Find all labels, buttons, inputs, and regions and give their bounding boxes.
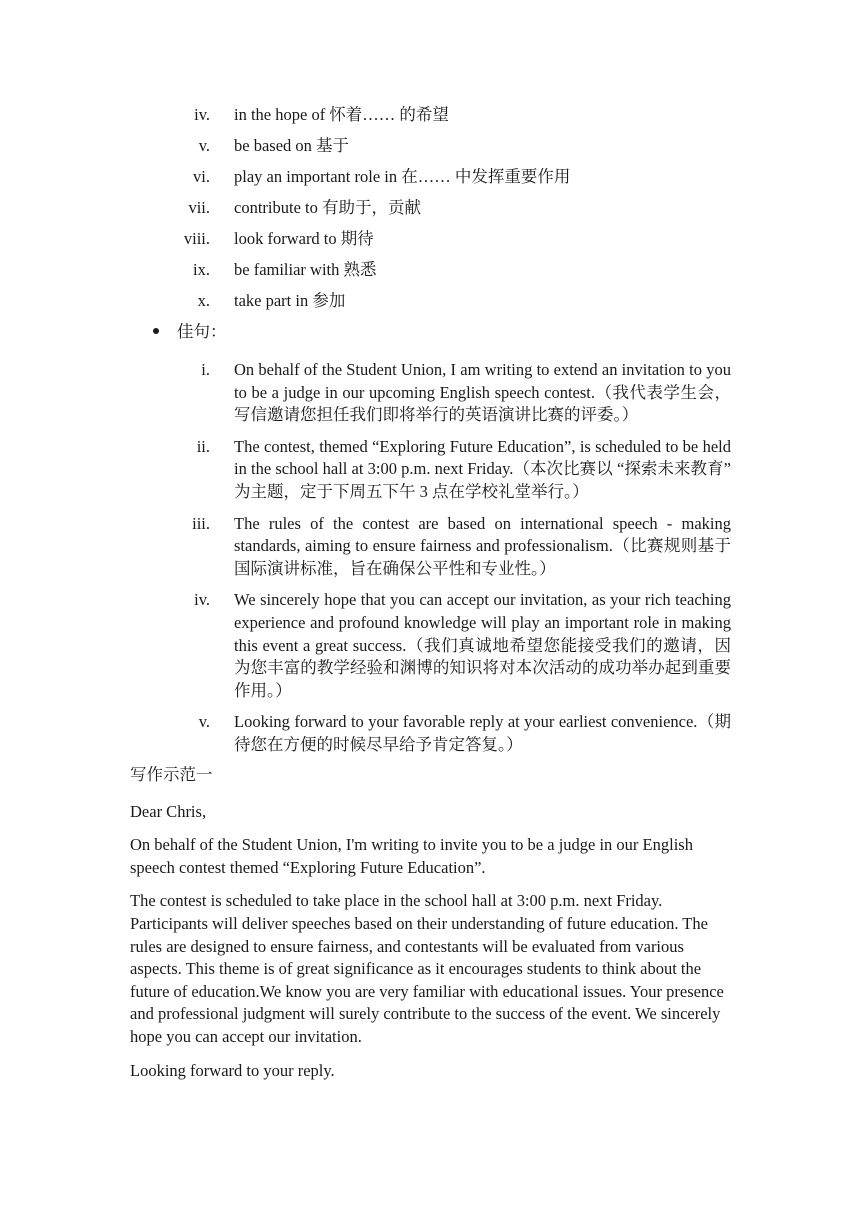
list-text: contribute to 有助于，贡献: [234, 198, 421, 217]
list-number: iii.: [192, 513, 210, 533]
list-number: v.: [198, 712, 210, 732]
list-number: iv.: [194, 590, 210, 610]
essay-paragraph: On behalf of the Student Union, I'm writing to invite you to be a judge in our English speech contest themed “Exploring Future Education”.: [130, 835, 693, 877]
sample-essay: [130, 764, 730, 1093]
list-item: [0, 513, 860, 581]
list-text: be familiar with 熟悉: [234, 260, 377, 279]
sentence-list: [0, 359, 860, 766]
list-text: look forward to 期待: [234, 229, 374, 248]
bullet-heading: [153, 321, 227, 343]
list-text: be based on 基于: [234, 136, 350, 155]
list-text: On behalf of the Student Union, I am writing to extend an invitation to you to be a judge in our upcoming English speech contest.（我代表学生会，写信邀请您担任我们即将举行的英语演讲比赛的评委。）: [234, 360, 731, 425]
list-text: The contest, themed “Exploring Future Education”, is scheduled to be held in the school hall at 3:00 p.m. next Friday.（本次比赛以 “探索未来教育” 为主题，定于下周五下午 3 点在学校礼堂举行。）: [234, 436, 731, 501]
list-number: i.: [201, 360, 210, 379]
list-item: [0, 436, 860, 504]
bullet-icon: [153, 328, 159, 334]
list-text: We sincerely hope that you can accept our invitation, as your rich teaching experience and profound knowledge will play an important role in making this event a great success.（我们真诚地希望您能接受我们的邀请，因为您丰富的教学经验和渊博的知识将对本次活动的成功举办起到重要作用。）: [234, 590, 731, 700]
list-item: [0, 359, 860, 427]
list-number: vii.: [188, 198, 210, 217]
list-item: [0, 166, 860, 197]
list-text: The rules of the contest are based on international speech - making standards, aiming to ensure fairness and professionalism.（比赛规则基于国际演讲标准，旨在确保公平性和专业性。）: [234, 513, 731, 578]
list-text: take part in 参加: [234, 291, 346, 310]
list-number: iv.: [194, 105, 210, 124]
list-item: [0, 197, 860, 228]
list-item: [0, 290, 860, 321]
list-item: [0, 228, 860, 259]
section-heading: 写作示范一: [130, 765, 213, 784]
list-number: vi.: [193, 167, 210, 186]
list-item: [0, 259, 860, 290]
list-item: [0, 104, 860, 135]
list-item: [0, 711, 860, 756]
list-number: v.: [198, 136, 210, 155]
list-item: [0, 589, 860, 702]
list-item: [0, 135, 860, 166]
list-text: play an important role in 在…… 中发挥重要作用: [234, 167, 571, 186]
list-text: in the hope of 怀着…… 的希望: [234, 105, 449, 124]
phrase-list: [0, 104, 860, 321]
list-number: ii.: [196, 436, 210, 456]
essay-paragraph: The contest is scheduled to take place in the school hall at 3:00 p.m. next Friday. Participants will deliver speeches based on their understanding of future education. The rules are designed to ensure fairness, and contestants will be evaluated from various aspects. This theme is of great significance as it encourages students to think about the future of education.We know you are very familiar with educational issues. Your presence and professional judgment will surely contribute to the success of the event. We sincerely hope you can accept our invitation.: [130, 891, 724, 1046]
closing-line: Looking forward to your reply.: [130, 1060, 335, 1080]
bullet-heading-text: 佳句：: [177, 322, 227, 341]
list-number: ix.: [193, 260, 210, 279]
list-text: Looking forward to your favorable reply at your earliest convenience.（期待您在方便的时候尽早给予肯定答复。）: [234, 712, 731, 754]
list-number: viii.: [183, 229, 210, 248]
list-number: x.: [197, 291, 210, 310]
salutation: Dear Chris,: [130, 801, 207, 821]
